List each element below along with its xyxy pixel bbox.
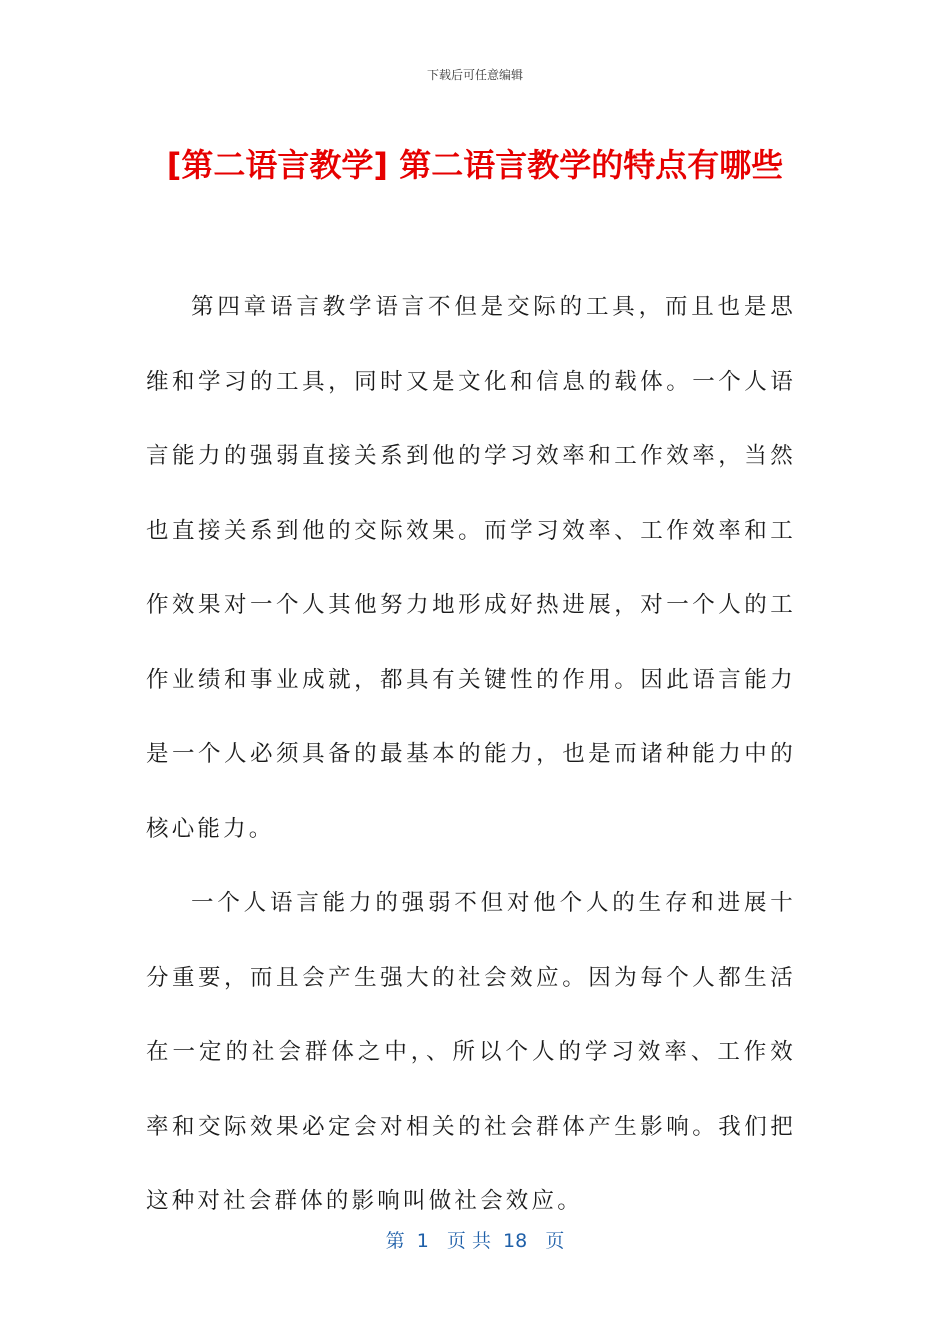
document-title: [第二语言教学] 第二语言教学的特点有哪些: [166, 146, 784, 184]
header-note: 下载后可任意编辑: [426, 68, 523, 82]
paragraph-2: 一个人语言能力的强弱不但对他个人的生存和进展十分重要，而且会产生强大的社会效应。因为每个人都生活在一定的社会群体之中，、所以个人的学习效率、工作效率和交际效果必定会对相关的社会群体产生影响。我们把这种对社会群体的影响叫做社会效应。: [146, 890, 796, 1214]
page-footer: 第 1 页 共 18 页: [385, 1230, 565, 1252]
document-body: [146, 270, 796, 1239]
paragraph-1: 第四章语言教学语言不但是交际的工具，而且也是思维和学习的工具，同时又是文化和信息的载体。一个人语言能力的强弱直接关系到他的学习效率和工作效率，当然也直接关系到他的交际效果。而学习效率、工作效率和工作效果对一个人其他努力地形成好热进展，对一个人的工作业绩和事业成就，都具有关键性的作用。因此语言能力是一个人必须具备的最基本的能力，也是而诸种能力中的核心能力。: [146, 294, 796, 842]
